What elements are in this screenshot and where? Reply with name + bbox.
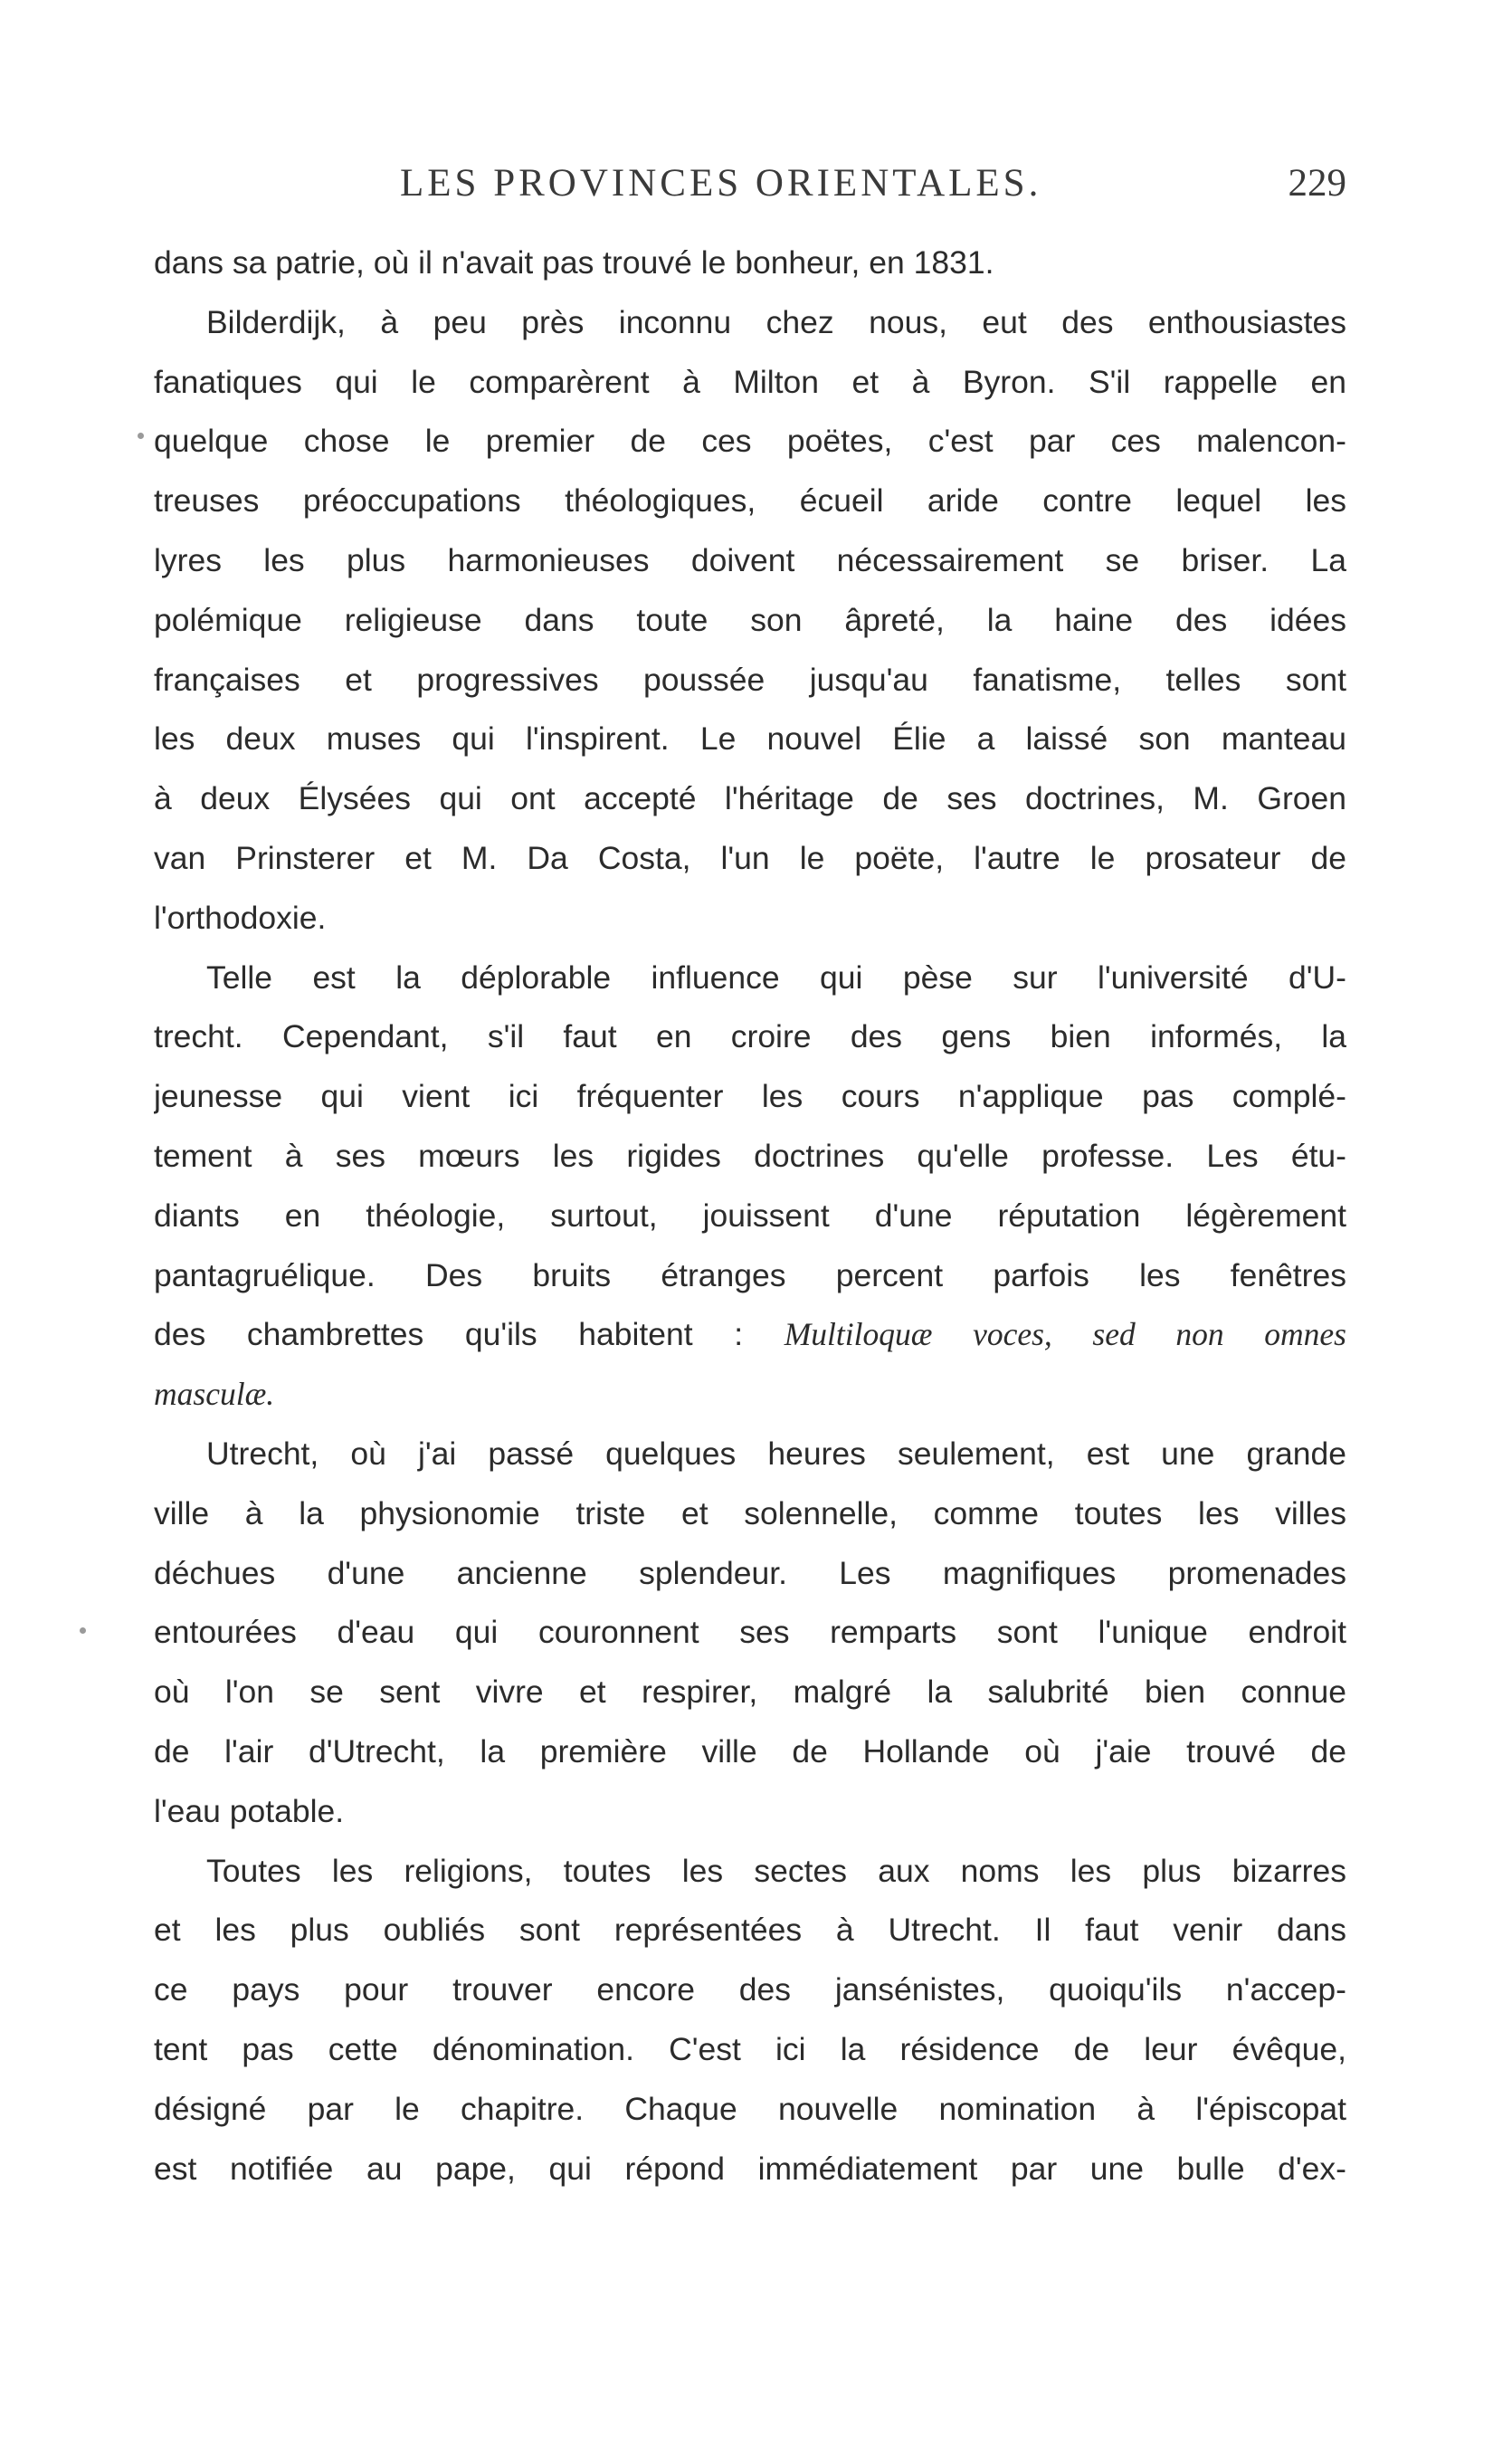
text-line: l'orthodoxie.: [154, 899, 327, 936]
text-line: et les plus oubliés sont représentées à Utrecht. Il faut venir dans: [154, 1912, 1346, 1949]
text-line: quelque chose le premier de ces poëtes, c'est par ces malencon-: [154, 423, 1346, 460]
text-line: dans sa patrie, où il n'avait pas trouvé le bonheur, en 1831.: [154, 244, 994, 281]
text-line: tement à ses mœurs les rigides doctrines qu'elle professe. Les étu-: [154, 1137, 1346, 1174]
text-line: pantagruélique. Des bruits étranges percent parfois les fenêtres: [154, 1256, 1346, 1293]
margin-speck: [80, 1627, 86, 1634]
text-line: treuses préoccupations théologiques, écueil aride contre lequel les: [154, 482, 1346, 520]
text-line: [154, 1365, 1346, 1425]
text-line: est notifiée au pape, qui répond immédiatement par une bulle d'ex-: [154, 2150, 1346, 2187]
text-line: déchues d'une ancienne splendeur. Les magnifiques promenades: [154, 1554, 1346, 1591]
latin-quote-end: masculæ.: [154, 1376, 275, 1413]
text-line: entourées d'eau qui couronnent ses remparts sont l'unique endroit: [154, 1614, 1346, 1651]
running-title: LES PROVINCES ORIENTALES.: [400, 162, 1042, 205]
text-line: Toutes les religions, toutes les sectes aux noms les plus bizarres: [206, 1852, 1346, 1889]
text-line: lyres les plus harmonieuses doivent nécessairement se briser. La: [154, 541, 1346, 578]
text-line: tent pas cette dénomination. C'est ici la résidence de leur évêque,: [154, 2030, 1346, 2067]
margin-speck: [138, 433, 144, 439]
page-header: [154, 161, 1346, 215]
body-text: [154, 234, 1346, 2199]
text-line-with-quote: [154, 1305, 1346, 1365]
text-line: van Prinsterer et M. Da Costa, l'un le poëte, l'autre le prosateur de: [154, 839, 1346, 876]
text-segment: des chambrettes qu'ils habitent :: [154, 1316, 744, 1353]
text-line: françaises et progressives poussée jusqu'au fanatisme, telles sont: [154, 661, 1346, 698]
text-line: où l'on se sent vivre et respirer, malgré la salubrité bien connue: [154, 1674, 1346, 1711]
text-line: ville à la physionomie triste et solennelle, comme toutes les villes: [154, 1494, 1346, 1531]
text-line: polémique religieuse dans toute son âpreté, la haine des idées: [154, 601, 1346, 638]
text-line: désigné par le chapitre. Chaque nouvelle nomination à l'épiscopat: [154, 2090, 1346, 2127]
latin-quote: Multiloquæ voces, sed non omnes: [784, 1316, 1346, 1353]
text-line: les deux muses qui l'inspirent. Le nouvel Élie a laissé son manteau: [154, 720, 1346, 758]
text-line: ce pays pour trouver encore des jansénistes, quoiqu'ils n'accep-: [154, 1971, 1346, 2008]
text-line: fanatiques qui le comparèrent à Milton et à Byron. S'il rappelle en: [154, 363, 1346, 400]
text-line: diants en théologie, surtout, jouissent d'une réputation légèrement: [154, 1197, 1346, 1234]
text-line: Telle est la déplorable influence qui pèse sur l'université d'U-: [206, 959, 1346, 996]
text-line: jeunesse qui vient ici fréquenter les cours n'applique pas complé-: [154, 1078, 1346, 1115]
text-line: Bilderdijk, à peu près inconnu chez nous, eut des enthousiastes: [206, 303, 1346, 340]
text-line: l'eau potable.: [154, 1792, 345, 1829]
text-line: trecht. Cependant, s'il faut en croire des gens bien informés, la: [154, 1018, 1346, 1055]
page-number: 229: [1288, 162, 1346, 205]
text-line: de l'air d'Utrecht, la première ville de Hollande où j'aie trouvé de: [154, 1732, 1346, 1769]
text-line: à deux Élysées qui ont accepté l'héritage de ses doctrines, M. Groen: [154, 780, 1346, 817]
text-line: Utrecht, où j'ai passé quelques heures seulement, est une grande: [206, 1435, 1346, 1472]
